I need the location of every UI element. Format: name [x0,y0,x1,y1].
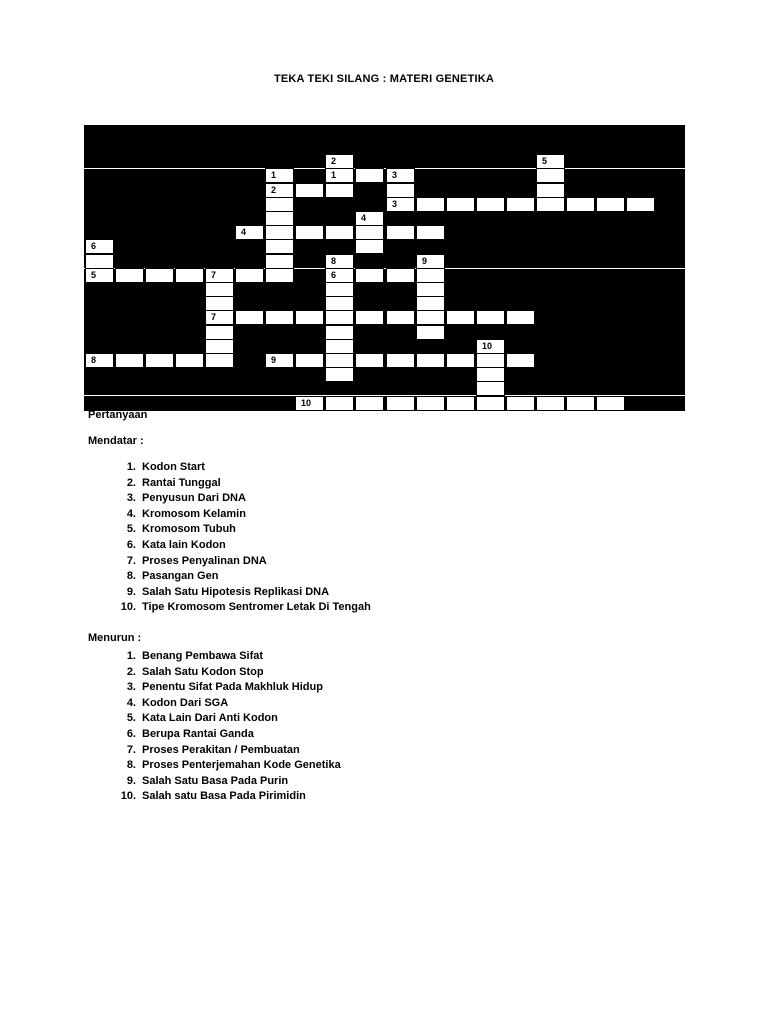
crossword-cell[interactable]: 10 [476,339,505,354]
crossword-cell[interactable] [325,282,354,297]
crossword-cell[interactable] [325,396,354,411]
crossword-cell[interactable]: 6 [85,239,114,254]
clue-number: 5. [126,523,136,536]
crossword-cell[interactable] [295,183,324,198]
crossword-cell[interactable] [596,197,625,212]
clue-text: Salah Satu Hipotesis Replikasi DNA [142,585,330,598]
clue-text: Salah satu Basa Pada Pirimidin [142,790,306,803]
clue-text: Proses Penterjemahan Kode Genetika [142,759,341,772]
crossword-cell[interactable] [265,197,294,212]
clue-text: Tipe Kromosom Sentromer Letak Di Tengah [142,601,371,614]
crossword-cell[interactable] [295,310,324,325]
crossword-cell[interactable]: 1 [325,168,354,183]
clue-number: 3. [126,492,136,505]
crossword-cell[interactable] [386,353,415,368]
clue-text: Pasangan Gen [142,570,219,583]
crossword-cell[interactable] [536,197,565,212]
clue-text: Kata Lain Dari Anti Kodon [142,712,278,725]
crossword-cell[interactable] [416,296,445,311]
crossword-cell[interactable] [325,339,354,354]
clue-item [108,758,341,774]
crossword-cell[interactable] [355,396,384,411]
crossword-cell[interactable] [416,310,445,325]
clue-text: Kromosom Kelamin [142,507,246,520]
crossword-cell[interactable] [265,310,294,325]
clue-number: 3. [126,681,136,694]
clue-number: 2. [126,665,136,678]
crossword-cell[interactable] [566,396,595,411]
crossword-cell[interactable]: 3 [386,197,415,212]
crossword-cell[interactable] [145,268,174,283]
crossword-cell[interactable] [506,310,535,325]
crossword-grid [84,125,685,411]
clue-item [108,585,371,601]
crossword-cell[interactable] [355,310,384,325]
crossword-cell[interactable] [446,353,475,368]
clue-number: 10. [120,790,136,803]
down-clue-list [108,649,341,805]
crossword-cell[interactable] [205,353,234,368]
crossword-cell[interactable] [416,282,445,297]
crossword-cell[interactable]: 10 [295,396,324,411]
clue-number: 1. [126,461,136,473]
clue-item [108,649,341,665]
crossword-cell[interactable] [205,325,234,340]
clue-number: 1. [126,650,136,662]
clue-item [108,476,371,492]
clue-number: 5. [126,712,136,725]
clue-item [108,569,371,585]
crossword-cell[interactable] [536,396,565,411]
crossword-cell[interactable] [386,396,415,411]
crossword-cell[interactable] [205,296,234,311]
clue-number: 6. [126,727,136,740]
clue-item [108,554,371,570]
clue-number: 10. [120,601,136,614]
crossword-cell[interactable]: 7 [205,268,234,283]
crossword-cell[interactable]: 6 [325,268,354,283]
crossword-cell[interactable] [325,296,354,311]
crossword-cell[interactable] [325,353,354,368]
crossword-cell[interactable] [355,225,384,240]
crossword-cell[interactable] [115,353,144,368]
clue-number: 4. [126,507,136,520]
crossword-cell[interactable]: 9 [416,254,445,269]
crossword-cell[interactable] [325,225,354,240]
crossword-cell[interactable]: 4 [235,225,264,240]
crossword-cell[interactable] [235,268,264,283]
crossword-cell[interactable] [536,183,565,198]
crossword-cell[interactable] [175,268,204,283]
crossword-cell[interactable] [476,367,505,382]
crossword-cell[interactable] [386,310,415,325]
crossword-cell[interactable] [265,225,294,240]
crossword-cell[interactable] [476,310,505,325]
clue-number: 9. [126,774,136,787]
crossword-cell[interactable] [205,282,234,297]
crossword-cell[interactable] [205,339,234,354]
clue-text: Penyusun Dari DNA [142,492,246,505]
crossword-cell[interactable] [325,183,354,198]
clue-text: Kromosom Tubuh [142,523,236,536]
clue-number: 8. [126,759,136,772]
crossword-cell[interactable] [476,353,505,368]
clue-text: Rantai Tunggal [142,476,221,489]
crossword-cell[interactable] [626,197,655,212]
crossword-cell[interactable] [476,381,505,396]
crossword-cell[interactable] [506,197,535,212]
crossword-cell[interactable] [476,396,505,411]
clue-number: 2. [126,476,136,489]
crossword-cell[interactable] [416,197,445,212]
crossword-cell[interactable] [145,353,174,368]
crossword-cell[interactable] [446,310,475,325]
questions-heading: Pertanyaan [88,409,148,421]
crossword-cell[interactable] [85,254,114,269]
crossword-cell[interactable] [355,239,384,254]
clue-item [108,507,371,523]
crossword-cell[interactable] [446,197,475,212]
clue-text: Proses Perakitan / Pembuatan [142,743,300,756]
crossword-cell[interactable] [536,168,565,183]
crossword-cell[interactable] [416,268,445,283]
clue-item [108,538,371,554]
clue-item [108,789,341,805]
crossword-cell[interactable] [355,168,384,183]
clue-number: 4. [126,696,136,709]
crossword-cell[interactable]: 9 [265,353,294,368]
clue-item [108,743,341,759]
crossword-cell[interactable] [325,367,354,382]
crossword-cell[interactable] [446,396,475,411]
clue-number: 9. [126,585,136,598]
crossword-cell[interactable]: 4 [355,211,384,226]
crossword-cell[interactable] [596,396,625,411]
clue-text: Benang Pembawa Sifat [142,650,264,662]
clue-text: Kodon Dari SGA [142,696,229,709]
crossword-cell[interactable]: 5 [85,268,114,283]
crossword-cell[interactable] [506,353,535,368]
clue-text: Berupa Rantai Ganda [142,727,254,740]
clue-item [108,727,341,743]
clue-item [108,491,371,507]
page-title: TEKA TEKI SILANG : MATERI GENETIKA [273,73,495,85]
crossword-cell[interactable] [235,310,264,325]
crossword-cell[interactable] [386,268,415,283]
clue-item [108,522,371,538]
crossword-cell[interactable] [265,254,294,269]
down-heading: Menurun : [88,632,142,644]
crossword-cell[interactable]: 7 [205,310,234,325]
crossword-cell[interactable] [386,183,415,198]
clue-item [108,665,341,681]
crossword-cell[interactable] [416,396,445,411]
crossword-cell[interactable] [295,225,324,240]
clue-item [108,600,371,616]
crossword-cell[interactable] [506,396,535,411]
crossword-cell[interactable] [325,325,354,340]
crossword-cell[interactable]: 2 [325,154,354,169]
clue-text: Kodon Start [142,461,205,473]
crossword-cell[interactable]: 3 [386,168,415,183]
clue-text: Salah Satu Kodon Stop [142,665,264,678]
grid-rule [84,168,685,169]
crossword-cell[interactable] [265,239,294,254]
crossword-cell[interactable] [175,353,204,368]
crossword-cell[interactable]: 1 [265,168,294,183]
crossword-cell[interactable] [416,353,445,368]
crossword-cell[interactable] [355,353,384,368]
clue-text: Penentu Sifat Pada Makhluk Hidup [142,681,323,694]
clue-number: 6. [126,538,136,551]
clue-number: 7. [126,554,136,567]
clue-item [108,680,341,696]
crossword-cell[interactable]: 8 [325,254,354,269]
clue-number: 7. [126,743,136,756]
crossword-cell[interactable] [325,310,354,325]
crossword-cell[interactable] [295,353,324,368]
crossword-cell[interactable] [566,197,595,212]
clue-item [108,774,341,790]
across-heading: Mendatar : [88,435,144,447]
clue-item [108,460,371,476]
clue-text: Kata lain Kodon [142,538,226,551]
crossword-cell[interactable] [265,211,294,226]
clue-text: Salah Satu Basa Pada Purin [142,774,289,787]
across-clue-list [108,460,371,616]
crossword-cell[interactable]: 2 [265,183,294,198]
crossword-cell[interactable]: 8 [85,353,114,368]
crossword-cell[interactable] [416,225,445,240]
crossword-cell[interactable] [115,268,144,283]
clue-number: 8. [126,570,136,583]
crossword-cell[interactable] [386,225,415,240]
crossword-cell[interactable] [476,197,505,212]
crossword-cell[interactable]: 5 [536,154,565,169]
crossword-cell[interactable] [265,268,294,283]
clue-item [108,696,341,712]
crossword-cell[interactable] [416,325,445,340]
crossword-cell[interactable] [355,268,384,283]
clue-text: Proses Penyalinan DNA [142,554,267,567]
clue-item [108,711,341,727]
